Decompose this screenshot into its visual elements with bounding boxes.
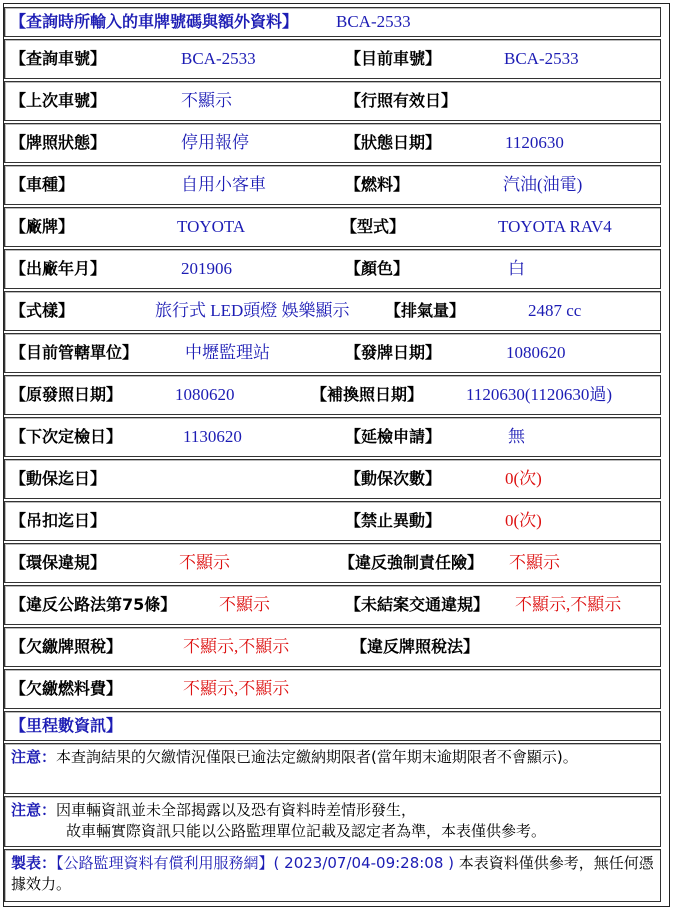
mileage-row — [4, 711, 661, 741]
field-label: 【下次定檢日】 — [10, 427, 123, 446]
field-label: 【禁止異動】 — [345, 511, 442, 530]
note1-box — [4, 743, 661, 794]
field-value: TOYOTA RAV4 — [498, 217, 612, 236]
mileage-title: 【里程數資訊】 — [10, 716, 123, 735]
field-label: 【上次車號】 — [10, 91, 107, 110]
field-label: 【車種】 — [10, 175, 75, 194]
field-label: 【行照有效日】 — [345, 91, 458, 110]
note2-label: 注意： — [11, 801, 57, 819]
footer-note — [11, 853, 654, 895]
field-value: 不顯示 — [509, 553, 560, 572]
info-row — [4, 207, 661, 247]
field-label: 【欠繳牌照稅】 — [10, 637, 123, 656]
field-label: 【排氣量】 — [385, 301, 466, 320]
field-label: 【牌照狀態】 — [10, 133, 107, 152]
header-title: 【查詢時所輸入的車牌號碼與額外資料】 — [10, 12, 299, 31]
info-row — [4, 39, 661, 79]
info-row — [4, 543, 661, 583]
field-label: 【原發照日期】 — [10, 385, 123, 404]
field-value: 2487 cc — [528, 301, 582, 320]
field-label: 【出廠年月】 — [10, 259, 107, 278]
field-value: 白 — [508, 259, 525, 278]
field-value: 1130620 — [183, 427, 242, 446]
field-label: 【環保違規】 — [10, 553, 107, 572]
note1-text: 本查詢結果的欠繳情況僅限已逾法定繳納期限者(當年期末逾期限者不會顯示)。 — [56, 748, 578, 766]
field-value: 停用報停 — [181, 133, 249, 152]
field-label: 【欠繳燃料費】 — [10, 679, 123, 698]
field-value: 不顯示 — [179, 553, 230, 572]
info-row — [4, 417, 661, 457]
note2-box — [4, 796, 661, 847]
field-value: 不顯示,不顯示 — [183, 679, 290, 698]
field-value: 1120630 — [505, 133, 564, 152]
info-row — [4, 81, 661, 121]
footer-label: 製表： — [11, 854, 57, 872]
field-label: 【違反公路法第75條】 — [10, 595, 177, 614]
field-value: 無 — [508, 427, 525, 446]
field-value: 1120630(1120630過) — [466, 385, 613, 404]
field-label: 【式樣】 — [10, 301, 75, 320]
field-value: 汽油(油電) — [503, 175, 583, 194]
header-plate: BCA-2533 — [336, 12, 411, 31]
field-value: 0(次) — [505, 511, 542, 530]
field-label: 【目前車號】 — [345, 49, 442, 68]
note1-label: 注意： — [11, 748, 57, 766]
field-label: 【吊扣迄日】 — [10, 511, 107, 530]
info-row — [4, 165, 661, 205]
info-row — [4, 627, 661, 667]
field-value: 1080620 — [506, 343, 566, 362]
field-value: 201906 — [181, 259, 232, 278]
field-label: 【查詢車號】 — [10, 49, 107, 68]
header-row — [4, 7, 661, 37]
field-value: 旅行式 LED頭燈 娛樂顯示 — [155, 301, 350, 320]
field-value: BCA-2533 — [181, 49, 256, 68]
field-label: 【動保次數】 — [345, 469, 442, 488]
field-value: 不顯示,不顯示 — [515, 595, 622, 614]
field-value: 不顯示 — [219, 595, 270, 614]
field-label: 【違反強制責任險】 — [339, 553, 484, 572]
note2-line1: 因車輛資訊並未全部揭露以及恐有資料時差情形發生， — [56, 801, 417, 819]
field-label: 【延檢申請】 — [345, 427, 442, 446]
field-value: 自用小客車 — [181, 175, 266, 194]
field-value: 不顯示,不顯示 — [183, 637, 290, 656]
field-value: 1080620 — [175, 385, 235, 404]
field-label: 【廠牌】 — [10, 217, 75, 236]
field-label: 【目前管轄單位】 — [10, 343, 139, 362]
footer-box — [4, 849, 661, 902]
info-row — [4, 333, 661, 373]
field-label: 【型式】 — [341, 217, 406, 236]
info-row — [4, 669, 661, 709]
footer-source: 【公路監理資料有償利用服務網】 — [56, 854, 274, 872]
field-label: 【補換照日期】 — [311, 385, 424, 404]
field-value: 中壢監理站 — [185, 343, 270, 362]
field-label: 【狀態日期】 — [345, 133, 442, 152]
field-label: 【發牌日期】 — [345, 343, 442, 362]
note2-line2: 故車輛實際資訊只能以公路監理單位記載及認定者為準，本表僅供參考。 — [66, 822, 547, 840]
footer-time: ( 2023/07/04-09:28:08 ) — [273, 854, 455, 872]
info-row — [4, 459, 661, 499]
info-row — [4, 375, 661, 415]
info-row — [4, 585, 661, 625]
field-value: BCA-2533 — [504, 49, 579, 68]
field-value: 不顯示 — [181, 91, 232, 110]
field-label: 【動保迄日】 — [10, 469, 107, 488]
note1 — [11, 747, 654, 768]
info-row — [4, 249, 661, 289]
info-row — [4, 501, 661, 541]
info-row — [4, 291, 661, 331]
field-value: 0(次) — [505, 469, 542, 488]
note2 — [11, 800, 654, 842]
footer-tail: 本表資料僅供參考，無任何憑據效力。 — [11, 854, 654, 893]
field-label: 【未結案交通違規】 — [345, 595, 490, 614]
field-label: 【違反牌照稅法】 — [351, 637, 480, 656]
field-label: 【顏色】 — [345, 259, 410, 278]
field-value: TOYOTA — [177, 217, 246, 236]
info-row — [4, 123, 661, 163]
field-label: 【燃料】 — [345, 175, 410, 194]
